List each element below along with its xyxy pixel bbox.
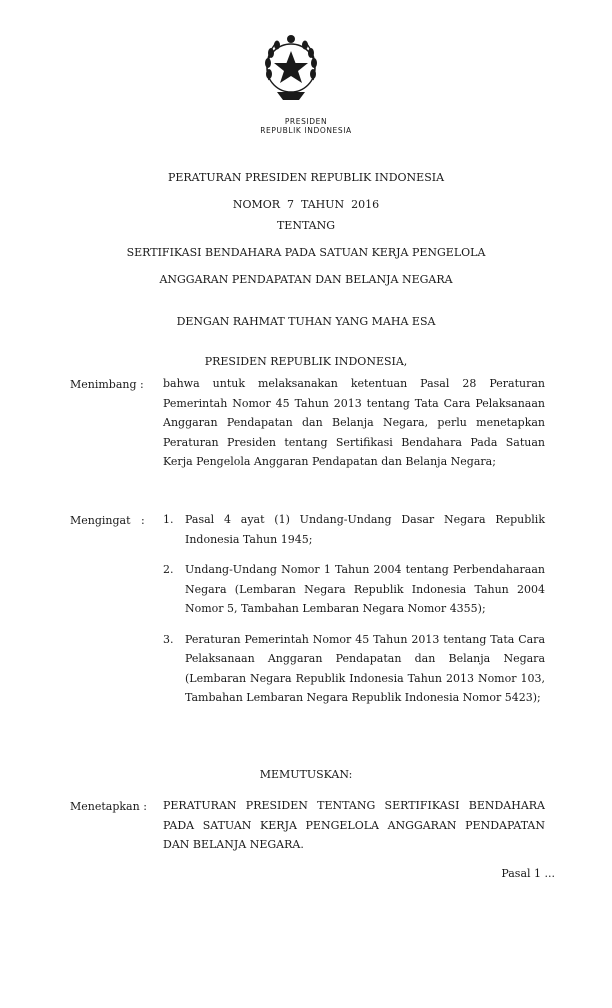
seal-line-republik: REPUBLIK INDONESIA bbox=[260, 126, 352, 135]
list-text: Pasal 4 ayat (1) Undang-Undang Dasar Negara Republik Indonesia Tahun 1945; bbox=[185, 513, 545, 546]
subject-line-1: SERTIFIKASI BENDAHARA PADA SATUAN KERJA PENGELOLA bbox=[126, 246, 486, 259]
tentang-heading: TENTANG bbox=[276, 219, 336, 232]
menimbang-text: bahwa untuk melaksanakan ketentuan Pasal 28 Peraturan Pemerintah Nomor 45 Tahun 2013 tentang Tata Cara Pelaksanaan Anggaran Pendapatan dan Belanja Negara, perlu menetapkan Peraturan Presiden tentang Sertifikasi Bendahara Pada Satuan Kerja Pengelola Anggaran Pendapatan dan Belanja Negara; bbox=[163, 377, 545, 468]
list-item bbox=[163, 560, 545, 619]
seal-line-presiden: PRESIDEN bbox=[284, 117, 328, 126]
mengingat-list bbox=[163, 510, 545, 708]
list-item bbox=[163, 510, 545, 549]
menimbang-label: Menimbang : bbox=[70, 378, 144, 391]
mengingat-label: Mengingat : bbox=[70, 514, 145, 527]
document-title: PERATURAN PRESIDEN REPUBLIK INDONESIA bbox=[167, 171, 445, 184]
list-text: Undang-Undang Nomor 1 Tahun 2004 tentang Perbendaharaan Negara (Lembaran Negara Republik Indonesia Tahun 2004 Nomor 5, Tambahan Lembaran Negara Nomor 4355); bbox=[185, 563, 545, 615]
list-number: 2. bbox=[163, 563, 174, 576]
list-item bbox=[163, 630, 545, 708]
list-number: 1. bbox=[163, 513, 174, 526]
list-number: 3. bbox=[163, 632, 174, 646]
memutuskan-heading: MEMUTUSKAN: bbox=[259, 768, 353, 781]
document-number: NOMOR 7 TAHUN 2016 bbox=[232, 198, 380, 211]
menetapkan-text: PERATURAN PRESIDEN TENTANG SERTIFIKASI BENDAHARA PADA SATUAN KERJA PENGELOLA ANGGARAN PENDAPATAN DAN BELANJA NEGARA. bbox=[163, 799, 545, 851]
menetapkan-label: Menetapkan : bbox=[70, 800, 147, 813]
president-heading: PRESIDEN REPUBLIK INDONESIA, bbox=[204, 355, 408, 368]
list-text: Peraturan Pemerintah Nomor 45 Tahun 2013 tentang Tata Cara Pelaksanaan Anggaran Pendapatan dan Belanja Negara (Lembaran Negara Republik Indonesia Tahun 2013 Nomor 103, Tambahan Lembaran Negara Republik Indonesia Nomor 5423); bbox=[185, 632, 545, 704]
next-page-reference: Pasal 1 ... bbox=[501, 867, 555, 880]
opening-phrase: DENGAN RAHMAT TUHAN YANG MAHA ESA bbox=[176, 315, 436, 328]
subject-line-2: ANGGARAN PENDAPATAN DAN BELANJA NEGARA bbox=[159, 273, 453, 286]
garuda-star-emblem-icon bbox=[255, 30, 355, 104]
